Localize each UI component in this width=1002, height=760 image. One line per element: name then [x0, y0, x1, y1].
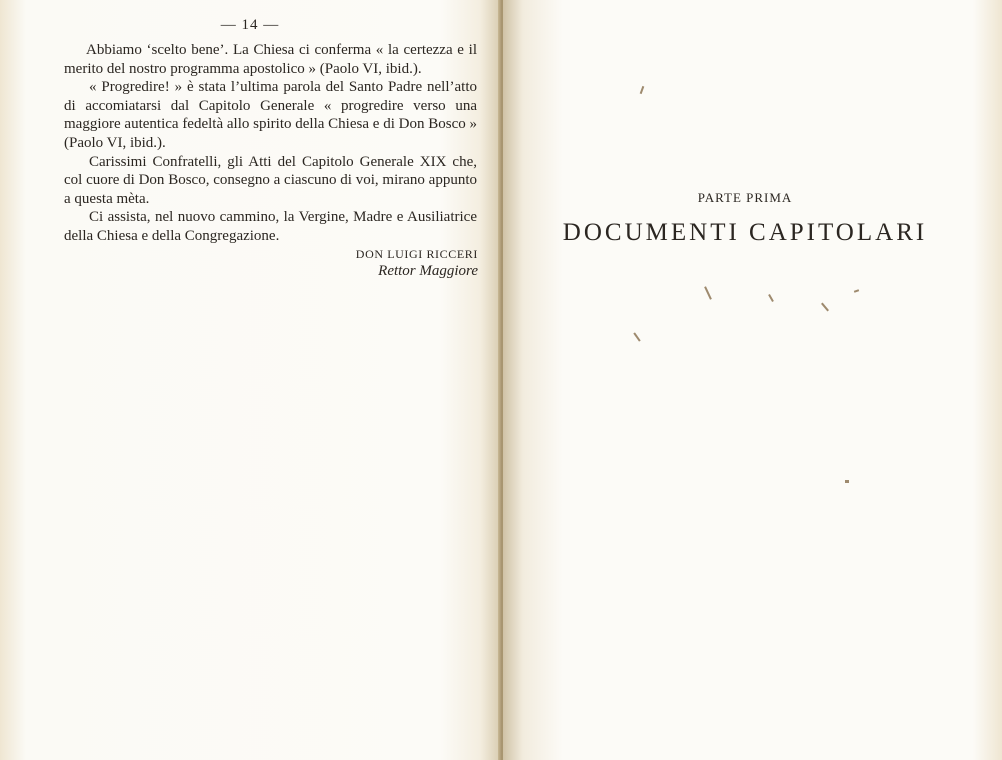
paragraph-3: Carissimi Confratelli, gli Atti del Capitolo Generale XIX che, col cuore di Don Bosco, consegno a ciascuno di voi, mirano appunto a questa mèta. [64, 153, 477, 207]
paper-speck [821, 303, 829, 312]
part-title: DOCUMENTI CAPITOLARI [562, 219, 928, 246]
paper-speck [640, 86, 645, 94]
signature-name: DON LUIGI RICCERI [355, 247, 478, 261]
paragraph-1: Abbiamo ‘scelto bene’. La Chiesa ci conferma « la certezza e il merito del nostro programma apostolico » (Paolo VI, ibid.). [64, 42, 477, 77]
paragraph-2: « Progredire! » è stata l’ultima parola del Santo Padre nell’atto di accomiatarsi dal Capitolo Generale « progredire verso una maggiore autentica fedeltà allo spirito della Chiesa e di Don Bosco » (Paolo VI, ibid.). [64, 79, 477, 151]
paper-speck [854, 289, 859, 293]
signature-role: Rettor Maggiore [378, 263, 478, 279]
page-number: — 14 — [220, 17, 280, 33]
body-text [64, 41, 477, 246]
paper-speck [768, 294, 774, 302]
left-page [0, 0, 500, 760]
paper-speck [704, 286, 712, 300]
paragraph-4: Ci assista, nel nuovo cammino, la Vergine, Madre e Ausiliatrice della Chiesa e della Congregazione. [64, 209, 477, 244]
part-label: PARTE PRIMA [697, 190, 793, 205]
paper-speck [633, 332, 640, 341]
right-page [503, 0, 1002, 760]
paper-speck [845, 480, 849, 483]
